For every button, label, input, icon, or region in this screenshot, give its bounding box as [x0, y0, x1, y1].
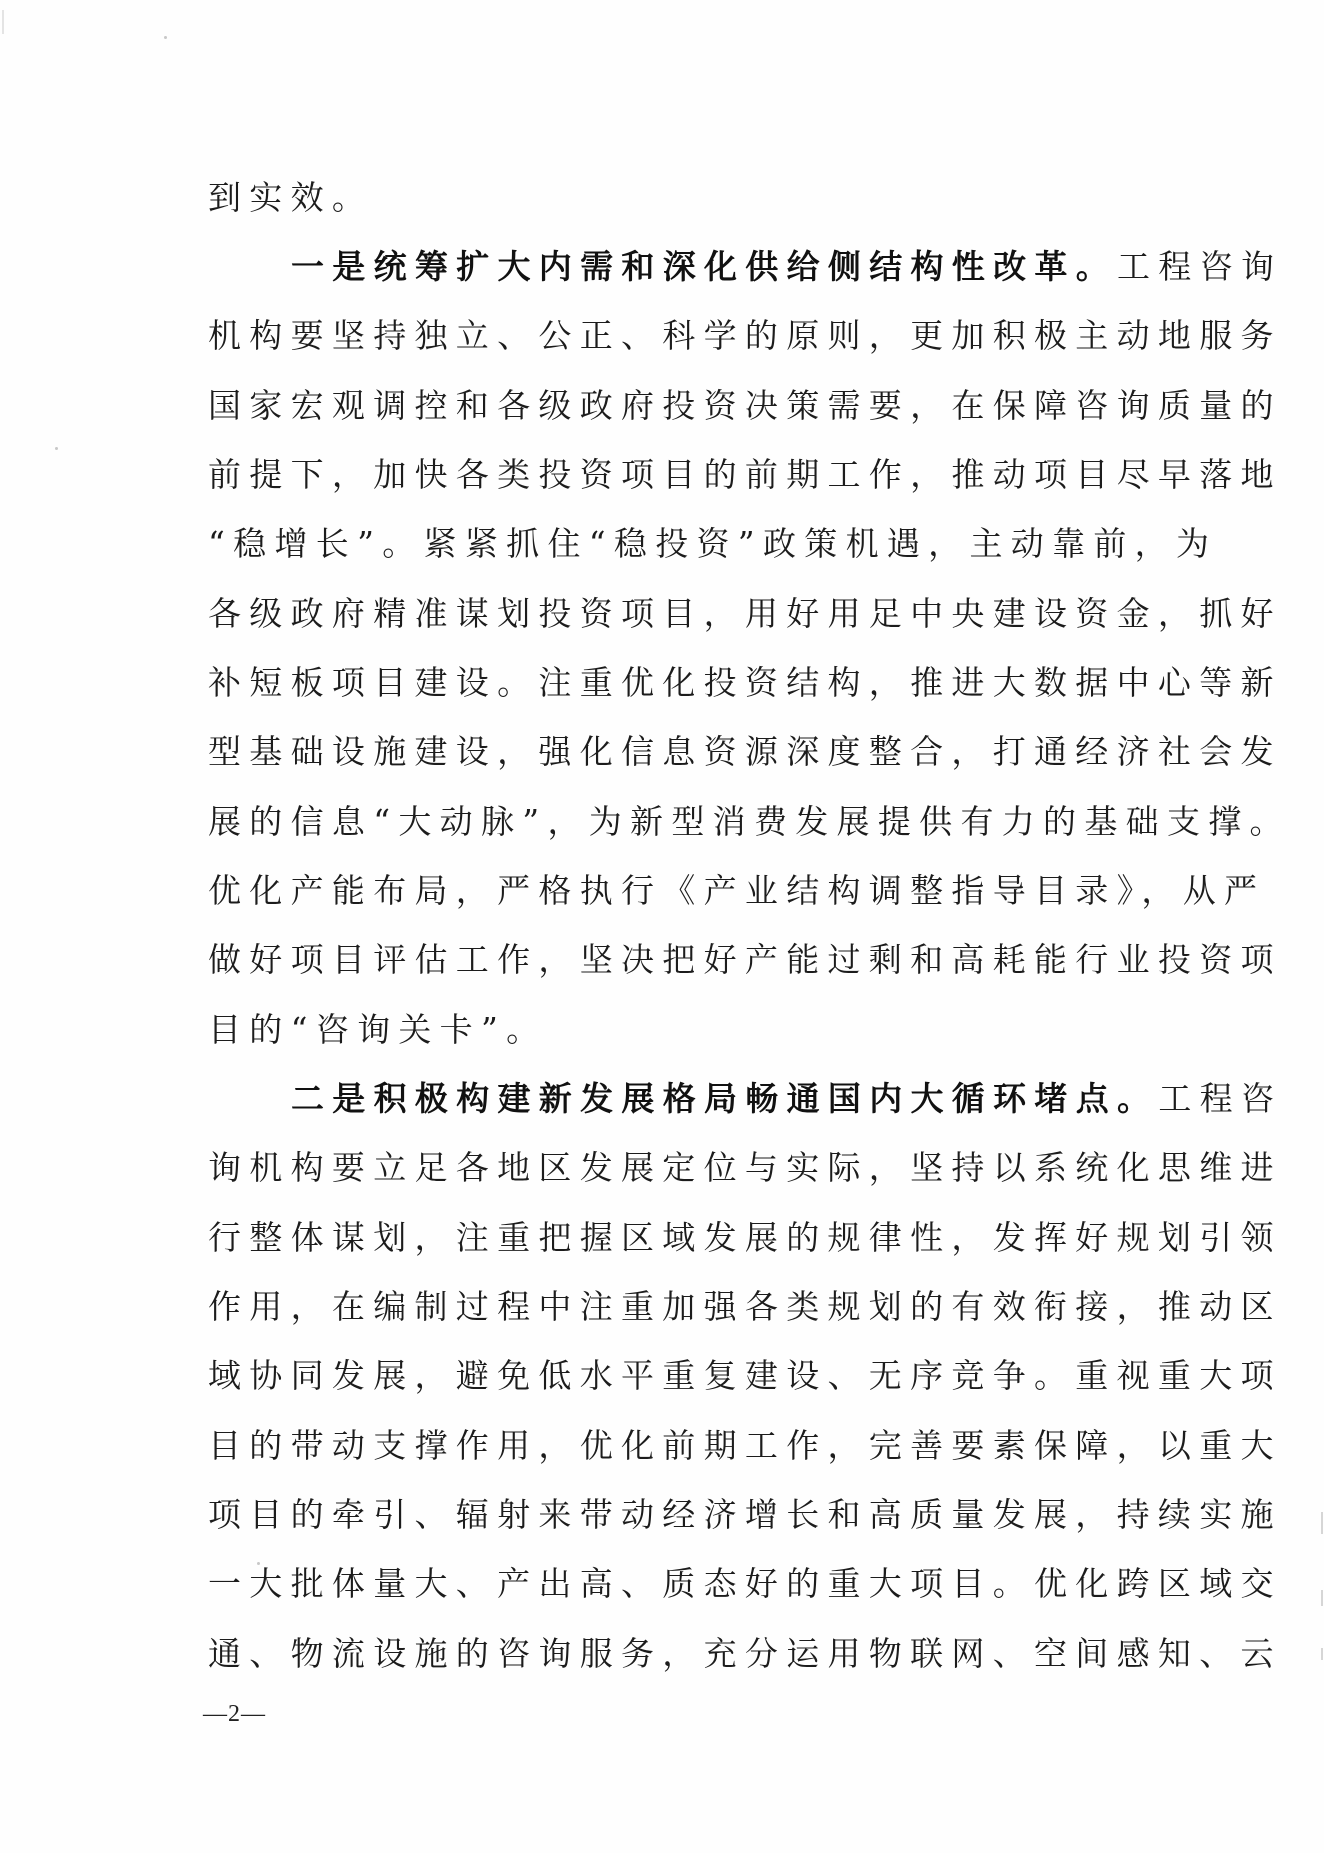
text-line	[208, 731, 1282, 773]
text-line	[208, 523, 1218, 565]
text-line	[208, 870, 1266, 912]
paragraph-lead-line	[291, 246, 1283, 288]
line-text: 到实效。	[208, 178, 374, 217]
line-text: 前提下，加快各类投资项目的前期工作，推动项目尽早落地	[208, 455, 1282, 494]
line-text: 询机构要立足各地区发展定位与实际，坚持以系统化思维进	[208, 1148, 1282, 1187]
text-line	[208, 1147, 1282, 1189]
line-text: 展的信息“大动脉”，为新型消费发展提供有力的基础支撑。	[208, 802, 1291, 841]
line-text: 工程咨询	[1117, 247, 1283, 286]
line-text: 各级政府精准谋划投资项目，用好用足中央建设资金，抓好	[208, 594, 1282, 633]
scan-artifact	[164, 36, 167, 39]
text-line	[208, 662, 1282, 704]
text-line	[208, 1217, 1282, 1259]
paragraph-heading: 一是统筹扩大内需和深化供给侧结构性改革。	[291, 247, 1117, 286]
line-text: 目的“咨询关卡”。	[208, 1010, 548, 1049]
text-line	[208, 1494, 1282, 1536]
paragraph-lead-line	[291, 1078, 1283, 1120]
text-line	[208, 1009, 1128, 1051]
line-text: 做好项目评估工作，坚决把好产能过剩和高耗能行业投资项	[208, 940, 1282, 979]
line-text: 补短板项目建设。注重优化投资结构，推进大数据中心等新	[208, 663, 1282, 702]
scan-artifact	[1321, 1590, 1323, 1606]
text-line	[208, 593, 1282, 635]
text-line	[208, 1355, 1282, 1397]
line-text: 域协同发展，避免低水平重复建设、无序竞争。重视重大项	[208, 1356, 1282, 1395]
line-text: 型基础设施建设，强化信息资源深度整合，打通经济社会发	[208, 732, 1282, 771]
line-text: 作用，在编制过程中注重加强各类规划的有效衔接，推动区	[208, 1287, 1282, 1326]
text-line	[208, 315, 1282, 357]
page-number: —2—	[203, 1701, 266, 1727]
line-text: 优化产能布局，严格执行《产业结构调整指导目录》，从严	[208, 871, 1266, 910]
line-text: 国家宏观调控和各级政府投资决策需要，在保障咨询质量的	[208, 386, 1282, 425]
scan-artifact	[2, 10, 4, 34]
scan-artifact	[55, 447, 58, 450]
text-line	[208, 1286, 1282, 1328]
text-line	[208, 1425, 1282, 1467]
line-text: 目的带动支撑作用，优化前期工作，完善要素保障，以重大	[208, 1426, 1282, 1465]
line-text: 项目的牵引、辐射来带动经济增长和高质量发展，持续实施	[208, 1495, 1282, 1534]
text-line	[208, 939, 1282, 981]
text-line	[208, 1563, 1282, 1605]
line-text: 机构要坚持独立、公正、科学的原则，更加积极主动地服务	[208, 316, 1282, 355]
line-text: 通、物流设施的咨询服务，充分运用物联网、空间感知、云	[208, 1634, 1282, 1673]
line-text: 行整体谋划，注重把握区域发展的规律性，发挥好规划引领	[208, 1218, 1282, 1257]
line-text: “稳增长”。紧紧抓住“稳投资”政策机遇，主动靠前，为	[208, 524, 1218, 563]
scan-artifact	[1321, 1512, 1323, 1534]
scan-artifact	[1321, 1648, 1323, 1660]
text-line	[208, 177, 1128, 219]
line-text: 一大批体量大、产出高、质态好的重大项目。优化跨区域交	[208, 1564, 1282, 1603]
text-line	[208, 1633, 1282, 1675]
text-line	[208, 385, 1282, 427]
text-line	[208, 801, 1291, 843]
text-line	[208, 454, 1282, 496]
paragraph-heading: 二是积极构建新发展格局畅通国内大循环堵点。	[291, 1079, 1159, 1118]
line-text: 工程咨	[1158, 1079, 1283, 1118]
